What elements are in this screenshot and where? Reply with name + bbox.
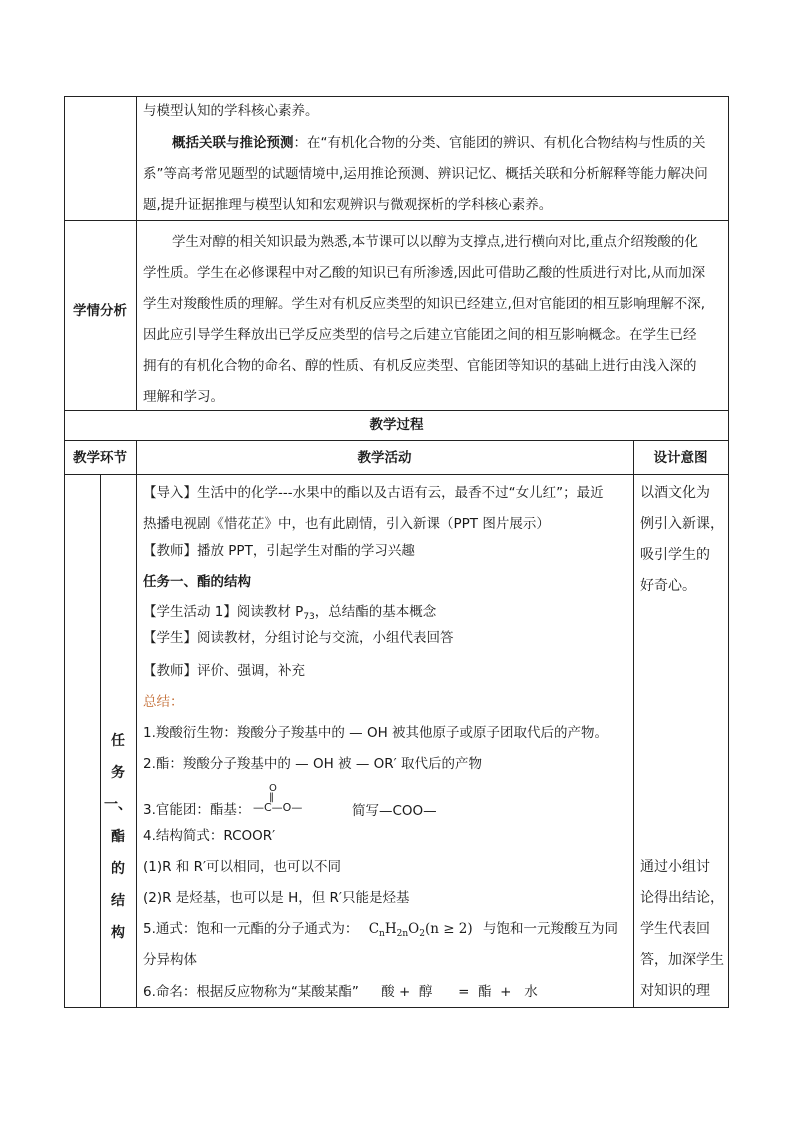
xueqing-line-3: 学生对羧酸性质的理解。学生对有机反应类型的知识已经建立,但对官能团的相互影响理解不深,	[143, 296, 706, 312]
intent-2-line-1: 通过小组讨	[640, 859, 710, 875]
formula-carbonyl-o: O	[269, 783, 277, 794]
side-label-char-3: 一、	[104, 797, 132, 813]
student-line-1: 【学生】阅读教材，分组讨论与交流，小组代表回答	[143, 630, 454, 646]
header-teaching-stage: 教学环节	[73, 450, 127, 466]
summary-item-5-line2: 分异构体	[143, 952, 197, 968]
student-activity-1	[143, 603, 436, 626]
side-label-char-4: 酯	[111, 829, 125, 845]
xueqing-label: 学情分析	[73, 303, 127, 319]
header-design-intent: 设计意图	[653, 450, 708, 466]
item6-equation: 酸 + 醇 = 酯 + 水	[381, 984, 538, 1000]
top-line-1: 与模型认知的学科核心素养。	[143, 103, 319, 119]
teacher-line-2: 【教师】评价、强调，补充	[143, 663, 305, 679]
summary-item-6	[143, 983, 538, 1001]
formula-h: H	[384, 921, 397, 937]
intro-line-2: 热播电视剧《惜花芷》中，也有此剧情，引入新课（PPT 图片展示）	[143, 516, 550, 532]
intent-2-line-4: 答，加深学生	[640, 952, 724, 968]
intent-1-line-3: 吸引学生的	[640, 547, 710, 563]
formula-c: C	[368, 921, 380, 937]
process-title: 教学过程	[369, 417, 424, 433]
xueqing-line-2: 学性质。学生在必修课程中对乙酸的知识已有所渗透,因此可借助乙酸的性质进行对比,从而加深	[143, 265, 706, 281]
xueqing-line-6: 理解和学习。	[143, 389, 224, 405]
intent-1-line-1: 以酒文化为	[640, 485, 710, 501]
intent-2-line-2: 论得出结论，	[640, 890, 724, 906]
summary-label: 总结：	[143, 694, 184, 710]
student-activity-1-suffix: ，总结酯的基本概念	[314, 604, 437, 620]
student-activity-1-prefix: 【学生活动 1】阅读教材 P	[143, 604, 304, 620]
summary-item-5	[143, 920, 618, 943]
header-teaching-activity: 教学活动	[357, 450, 412, 466]
table-top-border	[64, 96, 729, 97]
formula-condition: (n ≥ 2)	[424, 921, 473, 937]
item5-prefix: 5.通式：饱和一元酯的分子通式为：	[143, 921, 359, 937]
col-divider-label	[136, 96, 137, 411]
formula-2n: 2n	[396, 929, 409, 939]
side-label-char-5: 的	[111, 861, 125, 877]
formula-ester-group: —C—O—	[253, 801, 303, 814]
item5-suffix: 与饱和一元羧酸互为同	[482, 921, 618, 937]
table-left-border	[64, 96, 65, 1008]
side-label-char-1: 任	[111, 733, 125, 749]
summary-item-4: 4.结构简式：RCOOR′	[143, 828, 276, 844]
col-divider-activity	[136, 474, 137, 1008]
formula-n: n	[379, 929, 385, 939]
top-para2-line3: 题,提升证据推理与模型认知和宏观辨识与微观探析的学科核心素养。	[143, 197, 553, 213]
intent-1-line-4: 好奇心。	[640, 578, 696, 594]
student-activity-1-sub: 73	[303, 612, 315, 622]
summary-item-1: 1.羧酸衍生物：羧酸分子羧基中的 — OH 被其他原子或原子团取代后的产物。	[143, 725, 609, 741]
summary-item-4b: (2)R 是烃基，也可以是 H，但 R′只能是烃基	[143, 890, 410, 906]
top-para2-line2: 系”等高考常见题型的试题情境中,运用推论预测、辨识记忆、概括关联和分析解释等能力解决问	[143, 166, 708, 182]
summary-item-3-label: 3.官能团：酯基：	[143, 802, 251, 818]
intro-line-1: 【导入】生活中的化学---水果中的酯以及古语有云，最香不过“女儿红”；最近	[143, 485, 604, 501]
col-divider-intent	[633, 440, 634, 1008]
top-para2-rest: ：在“有机化合物的分类、官能团的辨识、有机化合物结构与性质的关	[293, 135, 706, 151]
row-divider-3	[64, 440, 729, 441]
row-divider-2	[64, 410, 729, 411]
side-label-char-7: 构	[111, 925, 125, 941]
side-label-char-6: 结	[111, 893, 125, 909]
table-right-border	[728, 96, 729, 1008]
teacher-line-1: 【教师】播放 PPT，引起学生对酯的学习兴趣	[143, 543, 415, 559]
top-para2-bold: 概括关联与推论预测	[172, 135, 294, 151]
item6-prefix: 6.命名：根据反应物称为“某酸某酯”	[143, 984, 359, 1000]
task-one-heading: 任务一、酯的结构	[143, 574, 251, 590]
xueqing-line-5: 拥有的有机化合物的命名、醇的性质、有机反应类型、官能团等知识的基础上进行由浅入深的	[143, 358, 697, 374]
xueqing-line-1: 学生对醇的相关知识最为熟悉,本节课可以以醇为支撑点,进行横向对比,重点介绍羧酸的化	[172, 234, 698, 250]
general-formula	[369, 921, 473, 937]
intent-1-line-2: 例引入新课，	[640, 516, 724, 532]
row-divider-4	[64, 474, 729, 475]
xueqing-line-4: 因此应引导学生释放出已学反应类型的信号之后建立官能团之间的相互影响概念。在学生已经	[143, 327, 697, 343]
summary-item-2: 2.酯：羧酸分子羧基中的 — OH 被 — OR′ 取代后的产物	[143, 756, 482, 772]
row-divider-1	[64, 220, 729, 221]
intent-2-line-5: 对知识的理	[640, 983, 710, 999]
formula-2: 2	[419, 929, 425, 939]
summary-item-4a: (1)R 和 R′可以相同，也可以不同	[143, 859, 342, 875]
formula-o: O	[408, 921, 420, 937]
side-label-char-2: 务	[111, 765, 125, 781]
intent-2-line-3: 学生代表回	[640, 921, 710, 937]
top-para2-line1	[172, 134, 706, 152]
summary-item-3-short: 简写—COO—	[352, 803, 437, 819]
table-bottom-border	[64, 1007, 729, 1008]
formula-double-bond: ‖	[269, 792, 274, 803]
